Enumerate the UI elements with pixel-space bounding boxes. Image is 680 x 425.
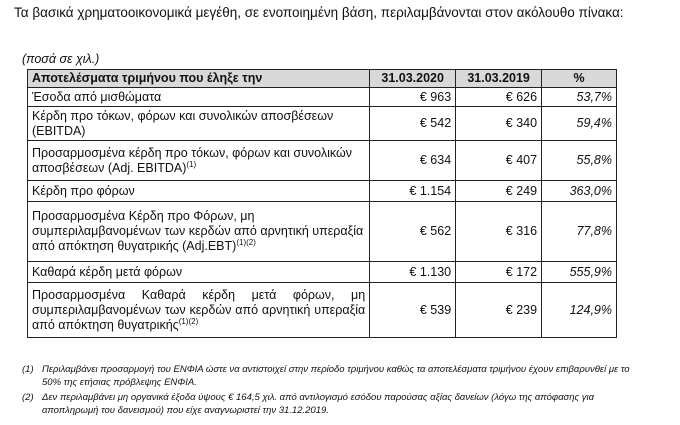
table-row (28, 202, 617, 262)
table-row (28, 283, 617, 338)
value-2019: € 316 (456, 202, 542, 262)
units-note: (ποσά σε χιλ.) (22, 52, 100, 66)
value-2019: € 626 (456, 88, 542, 107)
intro-paragraph: Τα βασικά χρηματοοικονομικά μεγέθη, σε ενοποιημένη βάση, περιλαμβάνονται στον ακόλουθο πίνακα: (14, 5, 624, 20)
table-header-row (28, 70, 617, 88)
footnote-1 (22, 363, 647, 389)
value-percent: 124,9% (542, 283, 617, 338)
footnote-ref: (1)(2) (236, 237, 256, 247)
row-label: Προσαρμοσμένα Κέρδη προ Φόρων, μη συμπεριλαμβανομένων των κερδών από αρνητική υπεραξία από απόκτηση θυγατρικής $(Adj.EBT)^{(1)(2)}$ (28, 202, 370, 262)
value-2019: € 239 (456, 283, 542, 338)
value-2020: € 634 (370, 141, 456, 181)
table-row (28, 141, 617, 181)
value-2020: € 542 (370, 107, 456, 141)
header-2019: 31.03.2019 (456, 70, 542, 88)
value-percent: 59,4% (542, 107, 617, 141)
footnote-2 (22, 391, 647, 417)
value-2020: € 1.130 (370, 262, 456, 283)
row-label: Έσοδα από μισθώματα (28, 88, 370, 107)
value-2020: € 1.154 (370, 181, 456, 202)
value-percent: 555,9% (542, 262, 617, 283)
value-percent: 363,0% (542, 181, 617, 202)
footnote-ref: (1) (186, 159, 197, 169)
value-2019: € 249 (456, 181, 542, 202)
row-label: Κέρδη προ τόκων, φόρων και συνολικών αποσβέσεων (EBITDA) (28, 107, 370, 141)
header-percent: % (542, 70, 617, 88)
header-period: Αποτελέσματα τριμήνου που έληξε την (28, 70, 370, 88)
value-percent: 55,8% (542, 141, 617, 181)
value-2019: € 340 (456, 107, 542, 141)
header-2020: 31.03.2020 (370, 70, 456, 88)
footnote-text: Περιλαμβάνει προσαρμογή του ΕΝΦΙΑ ώστε να αντιστοιχεί στην περίοδο τριμήνου καθώς τα αποτελέσματα τριμήνου έχουν επιβαρυνθεί με το 50% της ετήσιας πρόβλεψης ΕΝΦΙΑ. (42, 364, 630, 388)
table-row (28, 88, 617, 107)
value-2019: € 407 (456, 141, 542, 181)
row-label: Κέρδη προ φόρων (28, 181, 370, 202)
footnote-text: Δεν περιλαμβάνει μη οργανικά έξοδα ύψους € 164,5 χιλ. από αντιλογισμό εσόδου παρούσας αξίας δανείων (λόγω της απόφασης για αποπληρωμή του δανεισμού) που είχε αναγνωριστεί την 31.12.2019. (42, 392, 595, 416)
table-row (28, 107, 617, 141)
value-2020: € 963 (370, 88, 456, 107)
value-percent: 77,8% (542, 202, 617, 262)
table-row (28, 262, 617, 283)
value-percent: 53,7% (542, 88, 617, 107)
footnote-mark: (1) (22, 364, 34, 375)
value-2019: € 172 (456, 262, 542, 283)
table-row (28, 181, 617, 202)
row-label: Καθαρά κέρδη μετά φόρων (28, 262, 370, 283)
row-label: Προσαρμοσμένα Καθαρά κέρδη μετά φόρων, μη συμπεριλαμβανομένων των κερδών από αρνητική υπεραξία από απόκτηση θυγατρικής$^{(1)(2)}$ (28, 283, 370, 338)
value-2020: € 562 (370, 202, 456, 262)
row-label: Προσαρμοσμένα κέρδη προ τόκων, φόρων και συνολικών αποσβέσεων (Adj. EBITDA)$^{(1)}$ (28, 141, 370, 181)
footnote-ref: (1)(2) (178, 316, 199, 326)
financials-table (27, 69, 617, 338)
footnote-mark: (2) (22, 392, 34, 403)
value-2020: € 539 (370, 283, 456, 338)
